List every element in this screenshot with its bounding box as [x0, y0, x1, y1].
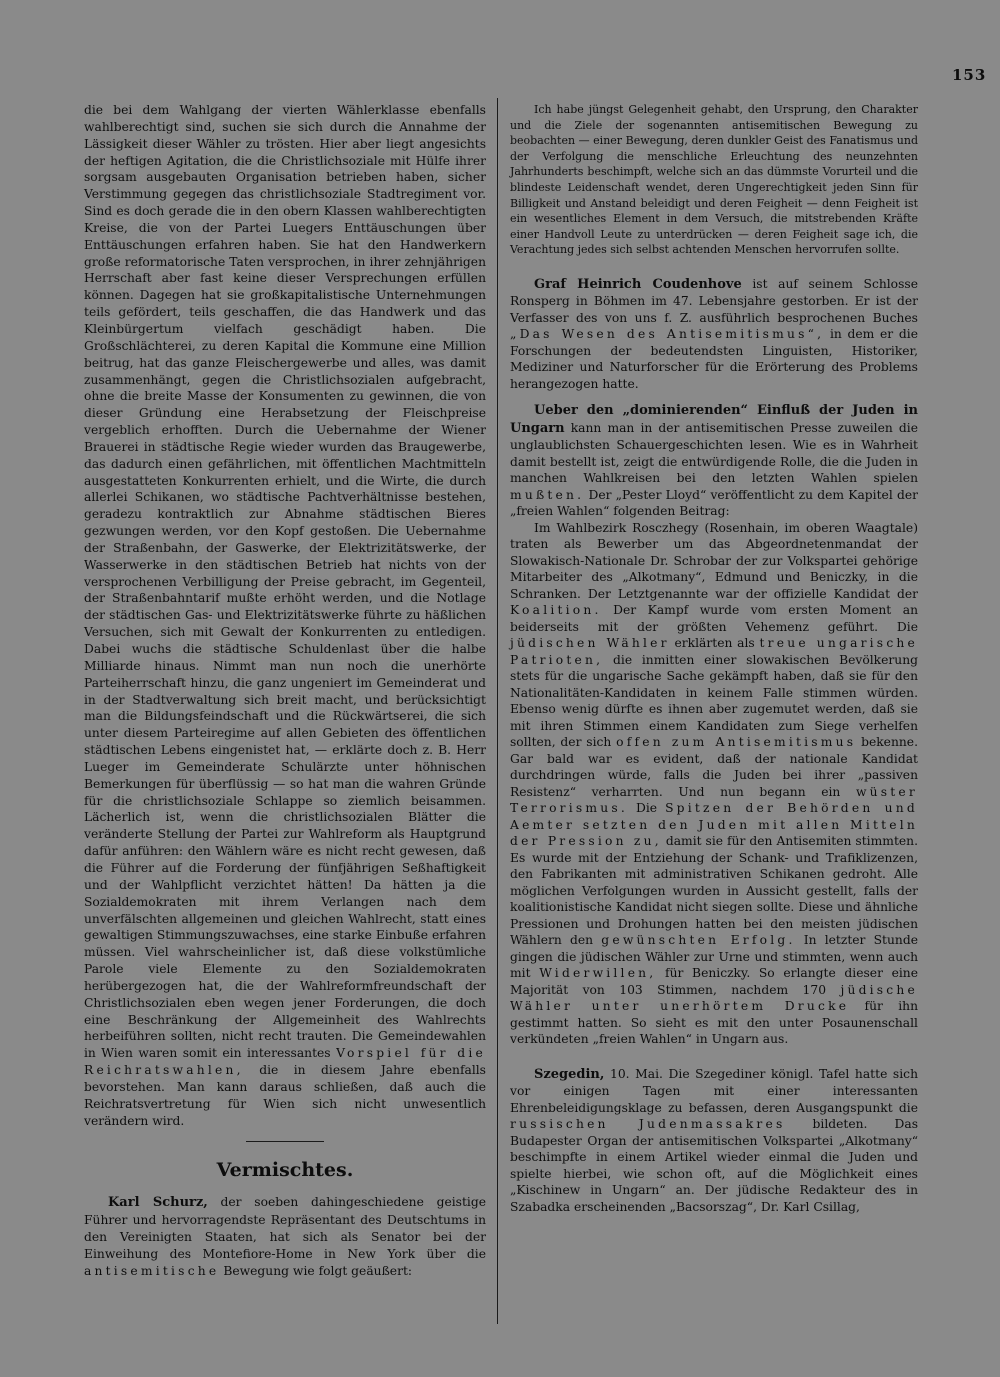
article-heading: Szegedin,	[534, 1066, 605, 1082]
right-column	[510, 102, 918, 1215]
section-divider	[246, 1141, 324, 1142]
article-paragraph: Karl Schurz, der soeben dahingeschiedene geistige Führer und hervorragendste Repräsentant des Deutschtums in den Vereinigten Staaten, hat sich als Senator bei der Einweihung des Montefiore-Home in New York über die antisemitische Bewegung wie folgt geäußert:	[84, 1195, 486, 1278]
article-paragraph: Im Wahlbezirk Rosczhegy (Rosenhain, im oberen Waagtale) traten als Bewerber um das Abgeordnetenmandat der Slowakisch-Nationale Dr. Schrobar der zur Volkspartei gehörige Mitarbeiter des „Alkotmany“, Edmund und Beniczky, in die Schranken. Der Letztgenannte war der offizielle Kandidat der Koalition. Der Kampf wurde vom ersten Moment an beiderseits mit der größten Vehemenz geführt. Die jüdischen Wähler erklärten als treue ungarische Patrioten, die inmitten einer slowakischen Bevölkerung stets für die ungarische Sache gekämpft haben, daß sie für den Nationalitäten-Kandidaten in keinem Falle stimmen würden. Ebenso wenig dürfte es ihnen aber zugemutet werden, daß sie mit ihren Stimmen einem Kandidaten zum Siege verhelfen sollten, der sich offen zum Antisemitismus bekenne. Gar bald war es evident, daß der nationale Kandidat durchdringen würde, falls die Juden bei ihrer „passiven Resistenz“ verharrten. Und nun begann ein wüster Terrorismus. Die Spitzen der Behörden und Aemter setzten den Juden mit allen Mitteln der Pression zu, damit sie für den Antisemiten stimmten. Es wurde mit der Entziehung der Schank- und Trafiklizenzen, den Fabrikanten mit administrativen Schikanen gedroht. Alle möglichen Verfolgungen wurden in Aussicht gestellt, falls der koalitionistische Kandidat nicht siegen sollte. Diese und ähnliche Pressionen und Drohungen hatten bei den meisten jüdischen Wählern den gewünschten Erfolg. In letzter Stunde gingen die jüdischen Wähler zur Urne und stimmten, wenn auch mit Widerwillen, für Beniczky. So erlangte dieser eine Majorität von 103 Stimmen, nachdem 170 jüdische Wähler unter unerhörtem Drucke für ihn gestimmt hatten. So sieht es mit den unter Posaunenschall verkündeten „freien Wahlen“ in Ungarn aus.	[510, 520, 919, 1047]
quotation-block: Ich habe jüngst Gelegenheit gehabt, den Ursprung, den Charakter und die Ziele der sogenannten antisemitischen Bewegung zu beobachten — einer Bewegung, deren dunkler Geist des Fanatismus und der Verfolgung die menschliche Erleuchtung des neunzehnten Jahrhunderts beschimpft, welche sich an das dümmste Vorurteil und die blindeste Leidenschaft wendet, deren Ungerechtigkeit jeden Sinn für Billigkeit und Anstand beleidigt und deren Feigheit — denn Feigheit ist ein wesentliches Element in dem Versuch, die mitstrebenden Kräfte einer Handvoll Leute zu unterdrücken — deren Feigheit sage ich, die Verachtung jedes sich selbst achtenden Menschen hervorrufen sollte.	[510, 103, 918, 257]
left-column	[84, 102, 486, 1280]
article-paragraph: Ueber den „dominierenden“ Einfluß der Juden in Ungarn kann man in der antisemitischen Presse zuweilen die unglaublichsten Schauergeschichten lesen. Wie es in Wahrheit damit bestellt ist, zeigt die entwürdigende Rolle, die die Juden in manchen Wahlkreisen bei den letzten Wahlen spielen mußten. Der „Pester Lloyd“ veröffentlicht zu dem Kapitel der „freien Wahlen“ folgenden Beitrag:	[510, 403, 918, 519]
spaced-emphasis: antisemitische	[84, 1263, 220, 1278]
spaced-emphasis: „Das Wesen des Antisemitismus“,	[510, 327, 825, 342]
article-paragraph: Graf Heinrich Coudenhove ist auf seinem Schlosse Ronsperg in Böhmen im 47. Lebensjahre gestorben. Er ist der Verfasser des von uns f. Z. ausführlich besprochenen Buches „Das Wesen des Antisemitismus“, in dem er die Forschungen der bedeutendsten Linguisten, Historiker, Mediziner und Naturforscher für die Erörterung des Problems herangezogen hatte.	[510, 276, 918, 391]
article-heading: Graf Heinrich Coudenhove	[534, 276, 742, 292]
spaced-emphasis: Vorspiel für die Reichratswahlen,	[84, 1046, 486, 1078]
section-title: Vermischtes.	[216, 1159, 354, 1182]
column-divider	[497, 98, 498, 1324]
article-heading: Ueber den „dominierenden“ Einfluß der Juden in Ungarn	[510, 403, 918, 436]
page-number: 153	[952, 66, 987, 84]
spaced-emphasis: mußten.	[510, 487, 585, 502]
spaced-emphasis: russischen Judenmassakres	[510, 1117, 786, 1132]
article-paragraph: Szegedin, 10. Mai. Die Szegediner königl. Tafel hatte sich vor einigen Tagen mit einer interessanten Ehrenbeleidigungsklage zu befassen, deren Ausgangspunkt die russischen Judenmassakres bildeten. Das Budapester Organ der antisemitischen Volkspartei „Alkotmany“ beschimpfte in einem Artikel wieder einmal die Juden und spielte hierbei, wie schon oft, auf die Möglichkeit eines „Kischinew in Ungarn“ an. Der jüdische Redakteur des in Szabadka erscheinenden „Bacsorszag“, Dr. Karl Csillag,	[510, 1066, 918, 1214]
article-heading: Karl Schurz,	[108, 1195, 208, 1211]
article-paragraph: die bei dem Wahlgang der vierten Wählerklasse ebenfalls wahlberechtigt sind, suchen sie sich durch die Annahme der Lässigkeit dieser Wähler zu trösten. Hier aber liegt angesichts der heftigen Agitation, die die Christlichsoziale mit Hülfe ihrer sorgsam ausgebauten Organisation betrieben haben, sicher Verstimmung gegegen das christlichsoziale Stadtregiment vor. Sind es doch gerade die in den obern Klassen wahlberechtigten Kreise, die von der Partei Luegers Enttäuschungen über Enttäuschungen erfahren haben. Sie hat den Handwerkern große reformatorische Taten versprochen, in ihrer zehnjährigen Herrschaft aber fast keine dieser Versprechungen erfüllen können. Dagegen hat sie großkapitalistische Unternehmungen teils gefördert, teils geschaffen, die das Handwerk und das Kleinbürgertum vielfach geschädigt haben. Die Großschlächterei, zu deren Kapital die Kommune eine Million beitrug, hat das ganze Fleischergewerbe und alles, was damit zusammenhängt, gegen die Christlichsozialen aufgebracht, ohne die breite Masse der Konsumenten zu gewinnen, die von dieser Gründung eine Herabsetzung der Fleischpreise vergeblich erhofften. Durch die Uebernahme der Wiener Brauerei in städtische Regie wieder wurden das Braugewerbe, das dadurch einen gefährlichen, mit öffentlichen Machtmitteln ausgestatteten Konkurrenten erhielt, und die Wirte, die durch allerlei Schikanen, wo städtische Pachtverhältnisse bestehen, geradezu kontraktlich zur Abnahme städtischen Bieres gezwungen werden, vor den Kopf gestoßen. Die Uebernahme der Straßenbahn, der Gaswerke, der Elektrizitätswerke, der Wasserwerke in den städtischen Betrieb hat nichts von der versprochenen Verbilligung der Preise gebracht, im Gegenteil, der Straßenbahntarif mußte erhöht werden, und die Notlage der städtischen Gas- und Elektrizitätswerke führte zu häßlichen Versuchen, sich mit Gewalt der Konkurrenten zu entledigen. Dabei wuchs die städtische Schuldenlast über die halbe Milliarde hinaus. Nimmt man nun noch die unerhörte Parteiherrschaft hinzu, die ganz ungeniert im Gemeinderat und in der Stadtverwaltung sich breit macht, und berücksichtigt man die Bildungsfeindschaft und die Rückwärtserei, die sich unter diesem Parteiregime auf allen Gebieten des öffentlichen städtischen Lebens eingenistet hat, — erklärte doch z. B. Herr Lueger im Gemeinderate Schulärzte unter höhnischen Bemerkungen für überflüssig — so hat man die wahren Gründe für die christlichsoziale Schlappe so ziemlich beisammen. Lächerlich ist, wenn die christlichsozialen Blätter die veränderte Stellung der Partei zur Wahlreform als Hauptgrund dafür anführen: den Wählern wäre es nicht recht gewesen, daß die Führer auf die Forderung der fünfjährigen Seßhaftigkeit und der Wahlpflicht verzichtet hätten! Da hätten ja die Sozialdemokraten mit ihrem Verlangen nach dem unverfälschten allgemeinen und gleichen Wahlrecht, statt eines gewaltigen Stimmungszuwachses, eine starke Einbuße erfahren müssen. Viel wahrscheinlicher ist, daß diese volkstümliche Parole viele Elemente zu den Sozialdemokraten herübergezogen hat, die der Wahlreformfreundschaft der Christlichsozialen eben wegen jener Forderungen, die doch eine Beschränkung der Allgemeinheit des Wahlrechts herbeiführen sollten, nicht recht trauten. Die Gemeindewahlen in Wien waren somit ein interessantes Vorspiel für die Reichratswahlen, die in diesem Jahre ebenfalls bevorstehen. Man kann daraus schließen, daß auch die Reichratsvertretung für Wien sich nicht unwesentlich verändern wird.	[84, 103, 486, 1128]
